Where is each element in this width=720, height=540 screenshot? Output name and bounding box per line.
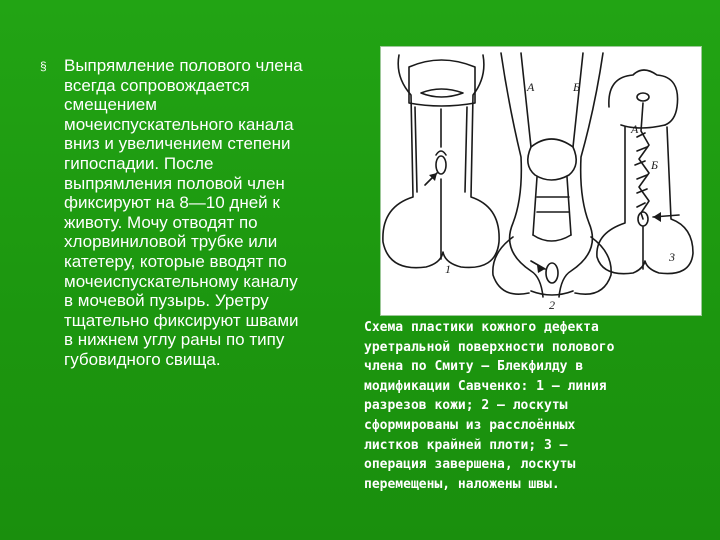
- label-a-right: А: [631, 122, 639, 136]
- label-fig-2: 2: [549, 298, 555, 312]
- label-fig-1: 1: [445, 262, 451, 276]
- figure-2-drawing: [493, 53, 611, 297]
- surgical-diagram: [380, 46, 702, 316]
- label-b-right: Б: [651, 158, 659, 172]
- label-fig-3: 3: [669, 250, 675, 264]
- figure-1-drawing: [383, 55, 499, 268]
- bullet-marker-icon: §: [40, 59, 47, 73]
- label-b-middle: Б: [573, 80, 581, 94]
- figure-3-drawing: [597, 70, 693, 274]
- label-a-middle: А: [527, 80, 535, 94]
- bullet-paragraph: [40, 56, 360, 370]
- surgical-diagram-drawing: [381, 47, 701, 315]
- bullet-text: Выпрямление полового члена всегда сопровождается смещением мочеиспускательного канала вниз и увеличением степени гипоспадии. После выпрямления половой член фиксируют на 8—10 дней к животу. Мочу отводят по хлорвиниловой трубке или катетеру, которые вводят по мочеиспускательному каналу в мочевой пузырь. Уретру тщательно фиксируют швами в нижнем углу раны по типу губовидного свища.: [64, 56, 303, 369]
- figure-caption: Схема пластики кожного дефекта уретральной поверхности полового члена по Смиту — Блекфилду в модификации Савченко: 1 — линия разрезов кожи; 2 — лоскуты сформированы из расслоённых листков крайней плоти; 3 — операция завершена, лоскуты перемещены, наложены швы.: [364, 320, 615, 492]
